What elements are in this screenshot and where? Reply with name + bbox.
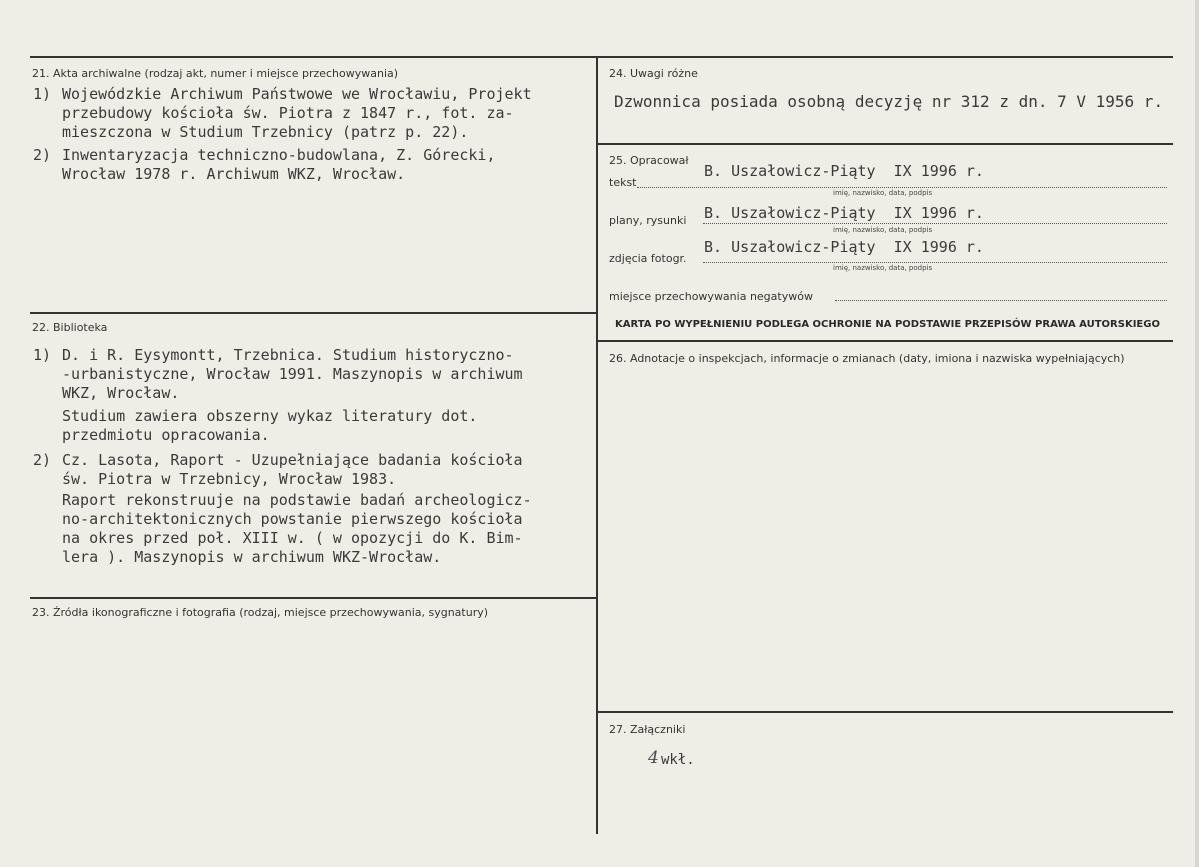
top-border-line: [30, 56, 1173, 58]
text-author-line: [637, 186, 1167, 188]
section-22-item-1-note: Studium zawiera obszerny wykaz literatury dot. przedmiotu opracowania.: [62, 407, 478, 444]
section-27-label: 27. Załączniki: [609, 723, 686, 736]
copyright-notice: KARTA PO WYPEŁNIENIU PODLEGA OCHRONIE NA PODSTAWIE PRZEPISÓW PRAWA AUTORSKIEGO: [615, 319, 1160, 330]
divider-26-27: [597, 711, 1173, 713]
photos-author-caption: imię, nazwisko, data, podpis: [833, 264, 933, 272]
attachments-count: 4: [648, 748, 659, 768]
section-22-item-2-note: Raport rekonstruuje na podstawie badań archeologicz- no-architektonicznych powstanie pierwszego kościoła na okres przed poł. XIII w. ( w opozycji do K. Bim- lera ). Maszynopis w archiwum WKZ-Wrocław.: [62, 491, 532, 566]
section-22-item-2-number: 2): [33, 451, 52, 469]
text-author-caption: imię, nazwisko, data, podpis: [833, 189, 933, 197]
photos-author-value: B. Uszałowicz-Piąty IX 1996 r.: [704, 238, 984, 256]
photos-author-line: [703, 261, 1167, 263]
section-22-item-2-text: Cz. Lasota, Raport - Uzupełniające badania kościoła św. Piotra w Trzebnicy, Wrocław 1983.: [62, 451, 523, 488]
section-24-label: 24. Uwagi różne: [609, 67, 698, 80]
section-21-item-2-text: Inwentaryzacja techniczno-budowlana, Z. Górecki, Wrocław 1978 r. Archiwum WKZ, Wrocław.: [62, 146, 496, 183]
section-22-item-1-text: D. i R. Eysymontt, Trzebnica. Studium historyczno- -urbanistyczne, Wrocław 1991. Maszynopis w archiwum WKZ, Wrocław.: [62, 346, 523, 402]
divider-22-23: [30, 597, 597, 599]
negatives-location-line: [835, 299, 1167, 301]
text-author-value: B. Uszałowicz-Piąty IX 1996 r.: [704, 162, 984, 180]
text-author-label: tekst: [609, 176, 637, 189]
section-26-label: 26. Adnotacje o inspekcjach, informacje o zmianach (daty, imiona i nazwiska wypełniających): [609, 352, 1125, 365]
drawings-author-label: plany, rysunki: [609, 214, 687, 227]
column-divider: [596, 56, 598, 834]
drawings-author-caption: imię, nazwisko, data, podpis: [833, 226, 933, 234]
section-22-item-1-number: 1): [33, 346, 52, 364]
section-21-item-2-number: 2): [33, 146, 52, 164]
section-21-label: 21. Akta archiwalne (rodzaj akt, numer i miejsce przechowywania): [32, 67, 399, 80]
section-21-item-1-number: 1): [33, 85, 52, 103]
photos-author-label: zdjęcia fotogr.: [609, 252, 687, 265]
divider-25-26: [597, 340, 1173, 342]
section-25-label: 25. Opracował: [609, 154, 689, 167]
section-22-label: 22. Biblioteka: [32, 321, 108, 334]
drawings-author-value: B. Uszałowicz-Piąty IX 1996 r.: [704, 204, 984, 222]
section-23-label: 23. Źródła ikonograficzne i fotografia (rodzaj, miejsce przechowywania, sygnatury): [32, 606, 489, 619]
section-24-text: Dzwonnica posiada osobną decyzję nr 312 z dn. 7 V 1956 r.: [614, 92, 1164, 111]
divider-21-22: [30, 312, 597, 314]
section-21-item-1-text: Wojewódzkie Archiwum Państwowe we Wrocławiu, Projekt przebudowy kościoła św. Piotra z 1847 r., fot. za- mieszczona w Studium Trzebnicy (patrz p. 22).: [62, 85, 532, 141]
divider-24-25: [597, 143, 1173, 145]
attachments-value: wkł.: [661, 752, 695, 768]
negatives-location-label: miejsce przechowywania negatywów: [609, 290, 813, 303]
